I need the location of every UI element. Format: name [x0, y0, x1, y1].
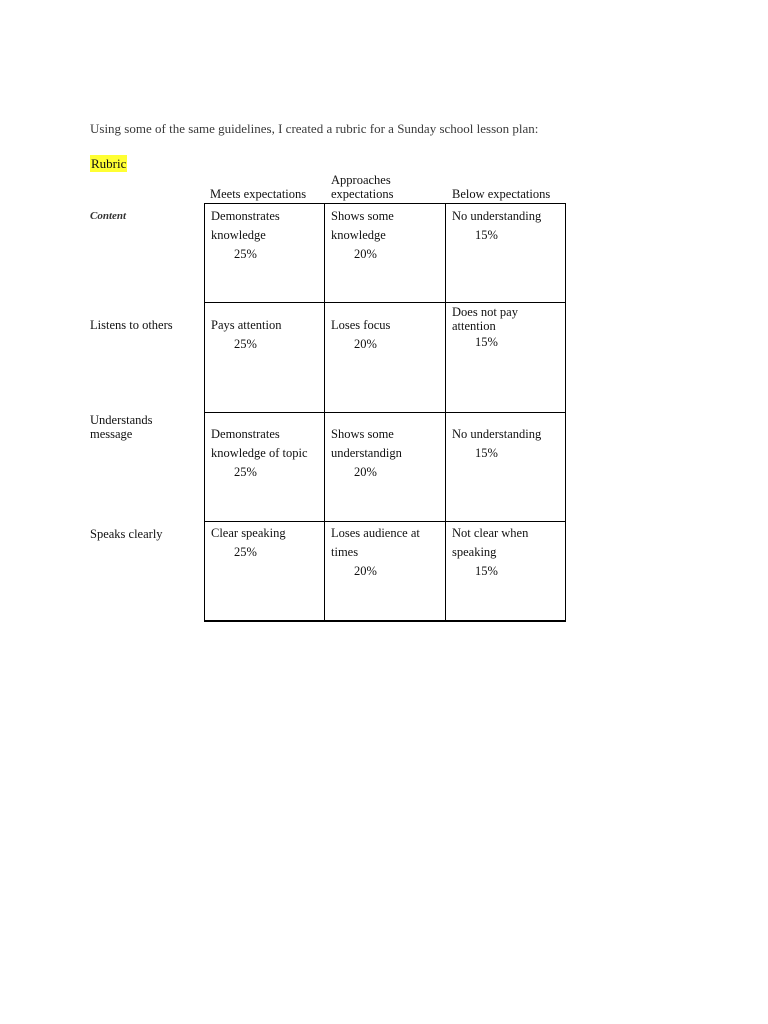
- cell-percent: 20%: [354, 564, 377, 578]
- cell-percent: 15%: [475, 446, 498, 460]
- column-header-approaches: Approaches expectations: [331, 173, 394, 201]
- cell-text: Pays attention: [211, 318, 282, 332]
- rubric-cell: [204, 203, 325, 303]
- rubric-cell: [445, 203, 566, 303]
- rubric-cell: [445, 302, 566, 413]
- cell-percent: 25%: [234, 337, 257, 351]
- cell-percent: 15%: [475, 228, 498, 242]
- rubric-cell: [324, 302, 446, 413]
- cell-percent: 20%: [354, 465, 377, 479]
- rubric-cell: [324, 203, 446, 303]
- column-header-meets: Meets expectations: [210, 187, 307, 201]
- cell-text: Shows some knowledge: [331, 209, 394, 242]
- intro-text: Using some of the same guidelines, I created a rubric for a Sunday school lesson plan:: [90, 121, 539, 136]
- cell-text: Demonstrates knowledge of topic: [211, 427, 308, 460]
- rubric-cell: [204, 521, 325, 622]
- cell-percent: 20%: [354, 247, 377, 261]
- cell-text: Shows some understandign: [331, 427, 402, 460]
- rubric-cell: [324, 412, 446, 522]
- cell-text: Loses focus: [331, 318, 391, 332]
- cell-percent: 25%: [234, 465, 257, 479]
- cell-text: No understanding: [452, 209, 542, 223]
- rubric-cell: [324, 521, 446, 622]
- cell-text: Loses audience at times: [331, 526, 420, 559]
- cell-percent: 25%: [234, 247, 257, 261]
- row-label-listens: Listens to others: [90, 318, 173, 332]
- row-label-content: Content: [90, 210, 127, 222]
- cell-text: No understanding: [452, 427, 542, 441]
- cell-text: Not clear when speaking: [452, 526, 529, 559]
- cell-percent: 15%: [475, 335, 498, 349]
- row-label-speaks: Speaks clearly: [90, 527, 163, 541]
- rubric-cell: [204, 412, 325, 522]
- column-header-below: Below expectations: [452, 187, 551, 201]
- rubric-cell: [445, 412, 566, 522]
- cell-percent: 20%: [354, 337, 377, 351]
- cell-text: Clear speaking: [211, 526, 286, 540]
- rubric-title: Rubric: [91, 156, 127, 171]
- rubric-cell: [204, 302, 325, 413]
- cell-text: Does not pay attention: [452, 305, 518, 333]
- cell-text: Demonstrates knowledge: [211, 209, 280, 242]
- rubric-cell: [445, 521, 566, 622]
- row-label-understands: Understands message: [90, 413, 153, 441]
- cell-percent: 25%: [234, 545, 257, 559]
- cell-percent: 15%: [475, 564, 498, 578]
